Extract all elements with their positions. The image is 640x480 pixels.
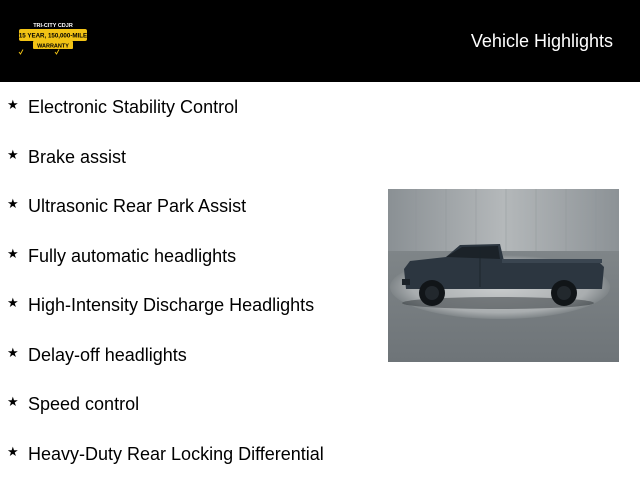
page-header [0,0,640,82]
feature-item [0,245,380,273]
star-icon: ★ [7,395,19,410]
feature-item [0,146,380,174]
star-icon: ★ [7,148,19,163]
logo-line-3: WARRANTY [37,43,69,50]
feature-label: Brake assist [28,147,127,167]
feature-label: Fully automatic headlights [28,246,237,266]
feature-label: Heavy-Duty Rear Locking Differential [28,444,324,464]
logo-check-marks [18,48,66,56]
feature-item [0,393,380,421]
feature-item [0,344,380,372]
feature-item [0,294,380,322]
star-icon: ★ [7,445,19,460]
star-icon: ★ [7,98,19,113]
page-title: Vehicle Highlights [470,31,613,51]
feature-label: Speed control [28,394,140,414]
feature-label: Electronic Stability Control [28,97,239,117]
feature-item [0,96,380,124]
feature-label: High-Intensity Discharge Headlights [28,295,315,315]
star-icon: ★ [7,296,19,311]
feature-item [0,195,380,223]
front-wheel [419,280,445,306]
feature-item [0,443,380,471]
studio-wall [388,189,619,251]
logo-line-1: TRI-CITY CDJR [33,23,73,29]
logo-line-2: 15 YEAR, 150,000-MILE [18,32,88,40]
vehicle-photo [388,189,619,362]
feature-label: Ultrasonic Rear Park Assist [28,196,247,216]
feature-label: Delay-off headlights [28,345,187,365]
rear-wheel [551,280,577,306]
star-icon: ★ [7,247,19,262]
warranty-logo [18,21,88,51]
star-icon: ★ [7,197,19,212]
star-icon: ★ [7,346,19,361]
